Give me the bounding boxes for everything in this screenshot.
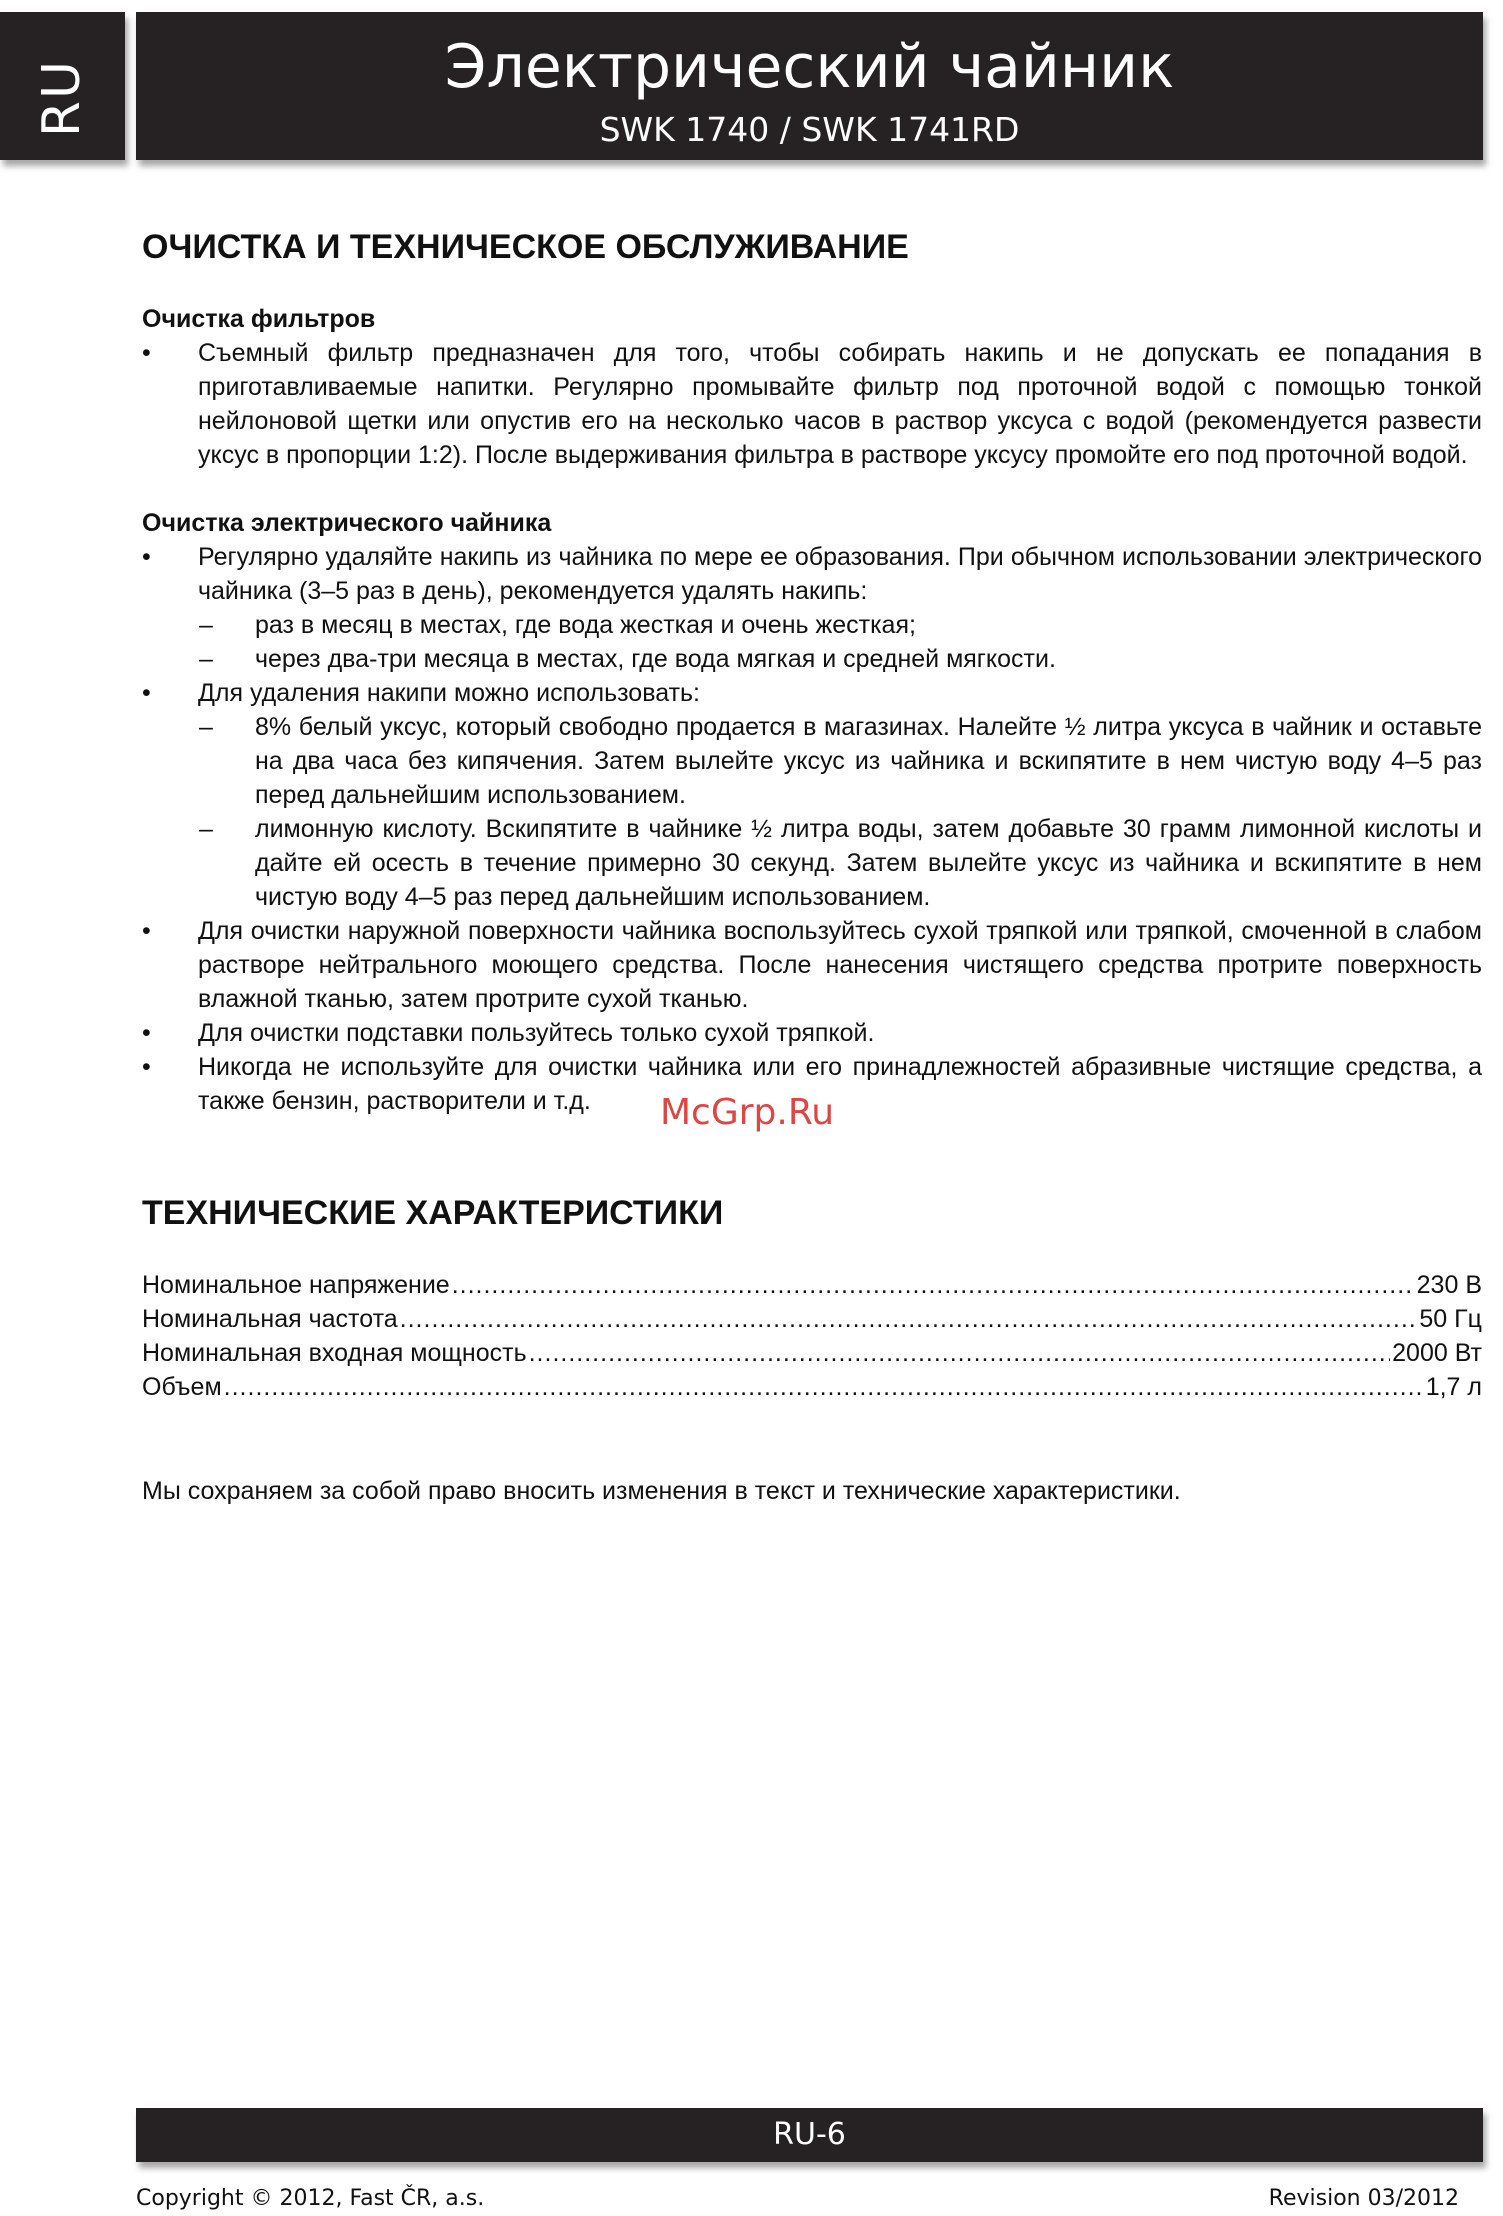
spec-row — [142, 1268, 1482, 1302]
sub-list-item-text: раз в месяц в местах, где вода жесткая и очень жесткая; — [255, 611, 916, 639]
specs-list — [142, 1268, 1482, 1404]
sub-list-item-text: лимонную кислоту. Вскипятите в чайнике ½ литра воды, затем добавьте 30 грамм лимонной кислоты и дайте ей осесть в течение примерно 30 секунд. Затем вылейте уксус из чайника и вскипятите в нем чистую воду 4–5 раз перед дальнейшим использованием. — [255, 815, 1482, 911]
list-item: • Для очистки подставки пользуйтесь только сухой тряпкой. — [142, 1019, 875, 1047]
spec-row — [142, 1302, 1482, 1336]
spec-value: 1,7 л — [1425, 1373, 1482, 1401]
list-item-text: Для удаления накипи можно использовать: — [198, 679, 700, 707]
dot-leader — [452, 1268, 1415, 1302]
sub-list-item: – лимонную кислоту. Вскипятите в чайнике ½ литра воды, затем добавьте 30 грамм лимонной кислоты и дайте ей осесть в течение примерно 30 секунд. Затем вылейте уксус из чайника и вскипятите в нем чистую воду 4–5 раз перед дальнейшим использованием. — [199, 815, 1482, 911]
list-item-text: Для очистки подставки пользуйтесь только сухой тряпкой. — [198, 1019, 875, 1047]
list-item-text: Никогда не используйте для очистки чайника или его принадлежностей абразивные чистящие средства, а также бензин, растворители и т.д. — [198, 1053, 1482, 1115]
spec-value: 2000 Вт — [1392, 1339, 1482, 1367]
disclaimer: Мы сохраняем за собой право вносить изменения в текст и технические характеристики. — [142, 1477, 1181, 1505]
list-item: • Для очистки наружной поверхности чайника воспользуйтесь сухой тряпкой или тряпкой, смоченной в слабом растворе нейтрального моющего средства. После нанесения чистящего средства протрите поверхность влажной тканью, затем протрите сухой тканью. — [142, 917, 1482, 1013]
list-item: • Для удаления накипи можно использовать: — [142, 679, 700, 707]
list-item: • Никогда не используйте для очистки чайника или его принадлежностей абразивные чистящие средства, а также бензин, растворители и т.д. — [142, 1053, 1482, 1115]
specs-heading: ТЕХНИЧЕСКИЕ ХАРАКТЕРИСТИКИ — [142, 1194, 724, 1232]
spec-label: Номинальная частота — [142, 1305, 398, 1333]
page-number-bar — [136, 2108, 1483, 2162]
language-code: RU — [32, 58, 92, 138]
page-title: Электрический чайник — [444, 32, 1175, 102]
copyright: Copyright © 2012, Fast ČR, a.s. — [136, 2186, 485, 2211]
spec-label: Номинальная входная мощность — [142, 1339, 527, 1367]
kettle-subheading: Очистка электрического чайника — [142, 509, 552, 537]
spec-value: 230 В — [1416, 1271, 1482, 1299]
list-item: • Регулярно удаляйте накипь из чайника по мере ее образования. При обычном использовании электрического чайника (3–5 раз в день), рекомендуется удалять накипь: — [142, 543, 1482, 605]
language-tab — [0, 12, 125, 160]
sub-list-item-text: через два-три месяца в местах, где вода мягкая и средней мягкости. — [255, 645, 1056, 673]
dot-leader — [224, 1370, 1424, 1404]
dot-leader — [400, 1302, 1418, 1336]
filters-subheading: Очистка фильтров — [142, 305, 376, 333]
cleaning-heading: ОЧИСТКА И ТЕХНИЧЕСКОЕ ОБСЛУЖИВАНИЕ — [142, 228, 909, 266]
sub-list-item: – 8% белый уксус, который свободно продается в магазинах. Налейте ½ литра уксуса в чайник и оставьте на два часа без кипячения. Затем вылейте уксус из чайника и вскипятите в нем чистую воду 4–5 раз перед дальнейшим использованием. — [199, 713, 1482, 809]
watermark: McGrp.Ru — [660, 1092, 835, 1133]
page-number: RU-6 — [773, 2117, 846, 2152]
dot-leader — [529, 1336, 1391, 1370]
list-item-text: Съемный фильтр предназначен для того, чтобы собирать накипь и не допускать ее попадания в приготавливаемые напитки. Регулярно промывайте фильтр под проточной водой с помощью тонкой нейлоновой щетки или опустив его на несколько часов в раствор уксуса с водой (рекомендуется развести уксус в пропорции 1:2). После выдерживания фильтра в растворе уксусу промойте его под проточной водой. — [198, 339, 1482, 469]
list-item-text: Регулярно удаляйте накипь из чайника по мере ее образования. При обычном использовании электрического чайника (3–5 раз в день), рекомендуется удалять накипь: — [198, 543, 1482, 605]
list-item-text: Для очистки наружной поверхности чайника воспользуйтесь сухой тряпкой или тряпкой, смоченной в слабом растворе нейтрального моющего средства. После нанесения чистящего средства протрите поверхность влажной тканью, затем протрите сухой тканью. — [198, 917, 1482, 1013]
sub-list-item: – раз в месяц в местах, где вода жесткая и очень жесткая; — [199, 611, 916, 639]
spec-value: 50 Гц — [1419, 1305, 1482, 1333]
model-number: SWK 1740 / SWK 1741RD — [599, 110, 1020, 149]
revision: Revision 03/2012 — [1268, 2186, 1459, 2211]
document-body — [142, 224, 1482, 1508]
spec-label: Объем — [142, 1373, 222, 1401]
spec-row — [142, 1336, 1482, 1370]
list-item: • Съемный фильтр предназначен для того, чтобы собирать накипь и не допускать ее попадания в приготавливаемые напитки. Регулярно промывайте фильтр под проточной водой с помощью тонкой нейлоновой щетки или опустив его на несколько часов в раствор уксуса с водой (рекомендуется развести уксус в пропорции 1:2). После выдерживания фильтра в растворе уксусу промойте его под проточной водой. — [142, 339, 1482, 469]
spec-label: Номинальное напряжение — [142, 1271, 450, 1299]
title-bar — [136, 12, 1483, 160]
sub-list-item-text: 8% белый уксус, который свободно продается в магазинах. Налейте ½ литра уксуса в чайник и оставьте на два часа без кипячения. Затем вылейте уксус из чайника и вскипятите в нем чистую воду 4–5 раз перед дальнейшим использованием. — [255, 713, 1482, 809]
spec-row — [142, 1370, 1482, 1404]
sub-list-item: – через два-три месяца в местах, где вода мягкая и средней мягкости. — [199, 645, 1056, 673]
